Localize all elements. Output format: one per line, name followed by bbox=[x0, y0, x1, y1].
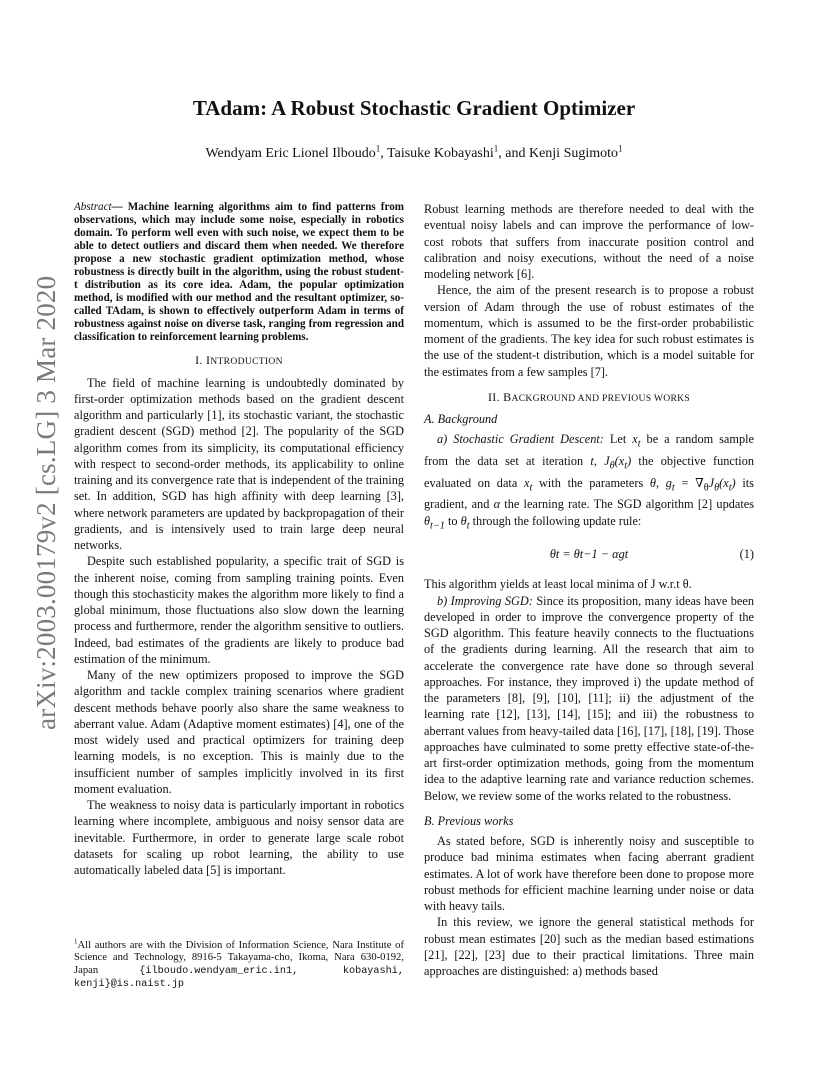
left-column bbox=[74, 201, 404, 878]
body-paragraph: As stated before, SGD is inherently noisy and susceptible to produce bad minima estimates when facing aberrant gradient estimates. A lot of work have therefore been done to propose more robust methods for efficient machine learning under noise or data with heavy tails. bbox=[424, 834, 754, 914]
equation-number: (1) bbox=[739, 547, 754, 562]
sgd-paragraph: a) Stochastic Gradient Descent: Let $x_t$ be a random sample from the data set at iteration t, $J_\theta(x_t)$ the objective function evaluated on data $x_t$ with the parameters θ, $g_t = \nabla_\theta J_\theta(x_t)$ its gradient, and α the learning rate. The SGD algorithm [2] updates $\theta_{t-1}$ to $\theta_t$ through the following update rule: bbox=[424, 432, 754, 532]
intro-paragraph: Despite such established popularity, a specific trait of SGD is the inherent noise, coming from sampling training points. Even though this stochasticity makes the algorithm more likely to find a global minimum, those fluctuations also slow down the learning process and furthermore, render the algorithm sensitive to outliers. Indeed, bad estimates of the gradients are likely to produce bad estimation of the minimum. bbox=[74, 554, 404, 666]
affiliation-mark: 1 bbox=[493, 143, 499, 154]
footnote-text: All authors are with the Division of Information Science, Nara Institute of Science and Technology, 8916-5 Takayama-cho, Ikoma, Nara 630-0192, Japan bbox=[74, 940, 404, 976]
section-heading-background: II. BACKGROUND AND PREVIOUS WORKS bbox=[487, 389, 691, 404]
right-column bbox=[424, 201, 754, 979]
abstract-lead: Abstract bbox=[74, 201, 112, 213]
body-paragraph: Robust learning methods are therefore needed to deal with the eventual noisy labels and can improve the performance of low-cost robots that suffers from inaccurate position control and calibration and noisy executions, without the need of a noise modeling network [6]. bbox=[424, 202, 754, 281]
arxiv-sidebar-stamp bbox=[20, 275, 72, 730]
body-paragraph: Hence, the aim of the present research is to propose a robust version of Adam through the use of robust estimates of the momentum, which is assumed to be the first-order probabilistic moment of the gradients. The key idea for such robust estimates is the use of the student-t distribution, which is a model suitable for the estimates from a few samples [7]. bbox=[424, 283, 754, 379]
footnote-emails: {ilboudo.wendyam_eric.in1, kobayashi, kenji}@is.naist.jp bbox=[74, 965, 404, 991]
subsection-heading-previous-works: B. Previous works bbox=[424, 813, 514, 828]
footnote-mark: 1 bbox=[74, 937, 78, 946]
section-heading-introduction: I. INTRODUCTION bbox=[195, 353, 283, 368]
body-paragraph: This algorithm yields at least local minima of J w.r.t θ. bbox=[424, 577, 692, 592]
equation-body: θt = θt−1 − αgt bbox=[549, 547, 629, 562]
equation-1 bbox=[424, 540, 754, 570]
affiliation-mark: 1 bbox=[618, 143, 623, 154]
intro-paragraph: Many of the new optimizers proposed to improve the SGD algorithm and tackle complex training scenarios where gradient descent methods behave poorly also share the same weakness to aberrant value. Adam (Adaptive moment estimates) [4], one of the most widely used and practical optimizers for training deep learning models, is no exception. This is mainly due to the insufficient number of samples implicitly involved in its first moment evaluation. bbox=[74, 668, 404, 796]
abstract bbox=[74, 201, 404, 343]
arxiv-identifier: arXiv:2003.00179v2 [cs.LG] 3 Mar 2020 bbox=[31, 275, 61, 730]
intro-paragraph: The field of machine learning is undoubtedly dominated by first-order optimization methods based on the gradient descent algorithm and particularly [1], its stochastic variant, the stochastic gradient descent (SGD) method [2]. The popularity of the SGD algorithm comes from its simplicity, its computational efficiency with respect to second-order methods, its applicability to online training and its convergence rate that is independent of the training set. In addition, SGD has high affinity with deep learning [3], where network parameters are updated by backpropagation of their gradients, and is intensively used to train large deep neural networks. bbox=[74, 375, 404, 553]
paper-title: TAdam: A Robust Stochastic Gradient Optimizer bbox=[192, 96, 636, 120]
intro-paragraph: The weakness to noisy data is particularly important in robotics learning where incomplete, ambiguous and noisy sensor data are inevitable. Furthermore, in order to generate large scale robot datasets for scaling up robot learning, the ability to use automatically labeled data [5] is important. bbox=[74, 798, 404, 878]
footnote-affiliation bbox=[74, 937, 404, 992]
body-paragraph: In this review, we ignore the general statistical methods for robust mean estimates [20] such as the median based estimations [21], [22], [23] due to their practical limitations. Three main approaches are distinguished: a) methods based bbox=[424, 915, 754, 979]
abstract-text: — Machine learning algorithms aim to find patterns from observations, which may include some noise, especially in robotics domain. To perform well even with such noise, we expect them to be able to detect outliers and discard them when needed. We therefore propose a new stochastic gradient optimization method, whose robustness is directly built in the algorithm, using the robust student-t distribution as its core idea. Adam, the popular optimization method, is modified with our method and the resultant optimizer, so-called TAdam, is shown to effectively outperform Adam in terms of robustness against noise on diverse task, ranging from regression and classification to reinforcement learning problems. bbox=[74, 201, 404, 343]
affiliation-mark: 1 bbox=[375, 143, 381, 154]
author-1: Wendyam Eric Lionel Ilboudo bbox=[205, 146, 376, 161]
author-2: , Taisuke Kobayashi bbox=[380, 146, 494, 161]
subsection-heading-background: A. Background bbox=[424, 412, 498, 426]
author-3: , and Kenji Sugimoto bbox=[498, 146, 619, 161]
author-list bbox=[0, 143, 828, 162]
improving-sgd-paragraph: b) Improving SGD: Since its proposition, many ideas have been developed in order to improve the convergence property of the SGD algorithm. This feature heavily connects to the fluctuations of the gradients during learning. All the research that aim to accelerate the convergence rate have done so through several approaches. For instance, they improved i) the update method of the parameters [8], [9], [10], [11]; ii) the adjustment of the learning rate [12], [13], [14], [15]; and iii) the robustness to aberrant values from heavy-tailed data [16], [17], [18], [19]. Those approaches have culminated to some pretty effective state-of-the-art first-order optimization methods, going from the momentum idea to the adaptive learning rate and variance reduction schemes. Below, we review some of the works related to the robustness. bbox=[424, 593, 754, 803]
